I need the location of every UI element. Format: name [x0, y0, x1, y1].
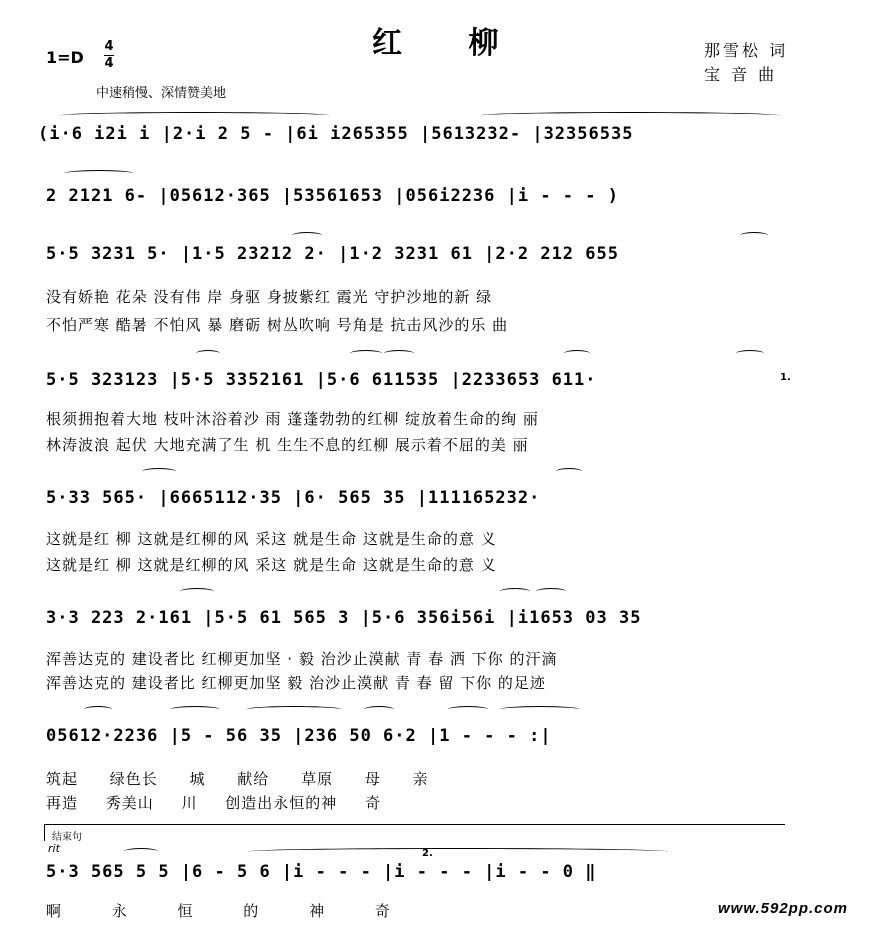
lyric-line: 根须拥抱着大地 枝叶沐浴着沙 雨 蓬蓬勃勃的红柳 绽放着生命的绚 丽 [46, 410, 539, 428]
slur-mark [292, 232, 322, 239]
notation-row: 2 2121 6- |05612·365 |53561653 |056i2236 |i - - - ) [46, 186, 619, 206]
slur-mark [448, 706, 488, 713]
song-title: 红 柳 [372, 26, 527, 61]
time-sig-top: 4 [104, 39, 114, 54]
slur-mark [180, 588, 214, 595]
lyric-line: 林涛波浪 起伏 大地充满了生 机 生生不息的红柳 展示着不屈的美 丽 [46, 436, 529, 454]
slur-mark [64, 170, 134, 177]
lyric-line: 这就是红 柳 这就是红柳的风 采这 就是生命 这就是生命的意 义 [46, 530, 497, 548]
slur-mark [500, 588, 530, 595]
ending-bracket [44, 824, 785, 841]
time-signature [104, 40, 114, 71]
slur-mark [170, 706, 220, 713]
slur-mark [564, 350, 590, 357]
slur-mark [248, 848, 668, 855]
slur-mark [350, 350, 382, 357]
slur-mark [246, 706, 342, 713]
slur-mark [480, 112, 780, 119]
slur-mark [84, 706, 112, 713]
lyricist-credit: 那雪松 词 [704, 41, 789, 60]
notation-row: 5·5 323123 |5·5 3352161 |5·6 611535 |2233653 611· [46, 370, 597, 390]
slur-mark [142, 468, 176, 475]
slur-mark [740, 232, 768, 239]
time-sig-bottom: 4 [104, 56, 114, 71]
slur-mark [536, 588, 566, 595]
lyric-line: 没有娇艳 花朵 没有伟 岸 身驱 身披紫红 霞光 守护沙地的新 绿 [46, 288, 493, 306]
lyric-line: 这就是红 柳 这就是红柳的风 采这 就是生命 这就是生命的意 义 [46, 556, 497, 574]
rit-marking: rit [48, 842, 60, 855]
slur-mark [364, 706, 394, 713]
slur-mark [196, 350, 220, 357]
slur-mark [60, 112, 330, 119]
notation-row: (i·6 i2i i |2·i 2 5 - |6i i265355 |5613232- |32356535 [38, 124, 634, 144]
website-watermark: www.592pp.com [718, 900, 848, 917]
volta-1-label: 1. [780, 372, 791, 383]
volta-2-label: 2. [422, 848, 433, 859]
slur-mark [736, 350, 764, 357]
ending-label: 结束句 [52, 832, 82, 843]
tempo-marking: 中速稍慢、深情赞美地 [96, 86, 227, 101]
notation-row: 05612·2236 |5 - 56 35 |236 50 6·2 |1 - - - :| [46, 726, 552, 746]
key-signature: 1=D [46, 48, 84, 67]
lyric-line: 筑起 绿色长 城 献给 草原 母 亲 [46, 770, 429, 788]
slur-mark [124, 848, 158, 855]
notation-row: 5·33 565· |6665112·35 |6· 565 35 |111165232· [46, 488, 541, 508]
lyric-line: 啊 永 恒 的 神 奇 [46, 902, 391, 920]
notation-row: 5·3 565 5 5 |6 - 5 6 |i - - - |i - - - |i - - 0 ‖ [46, 862, 597, 882]
lyric-line: 再造 秀美山 川 创造出永恒的神 奇 [46, 794, 382, 812]
slur-mark [500, 706, 580, 713]
lyric-line: 不怕严寒 酷暑 不怕风 暴 磨砺 树丛吹响 号角是 抗击风沙的乐 曲 [46, 316, 509, 334]
composer-credit: 宝 音 曲 [704, 65, 778, 84]
lyric-line: 浑善达克的 建设者比 红柳更加坚 · 毅 治沙止漠献 青 春 洒 下你 的汗滴 [46, 650, 558, 668]
notation-row: 3·3 223 2·161 |5·5 61 565 3 |5·6 356i56i |i1653 03 35 [46, 608, 642, 628]
slur-mark [384, 350, 414, 357]
notation-row: 5·5 3231 5· |1·5 23212 2· |1·2 3231 61 |2·2 212 655 [46, 244, 619, 264]
slur-mark [556, 468, 582, 475]
lyric-line: 浑善达克的 建设者比 红柳更加坚 毅 治沙止漠献 青 春 留 下你 的足迹 [46, 674, 546, 692]
